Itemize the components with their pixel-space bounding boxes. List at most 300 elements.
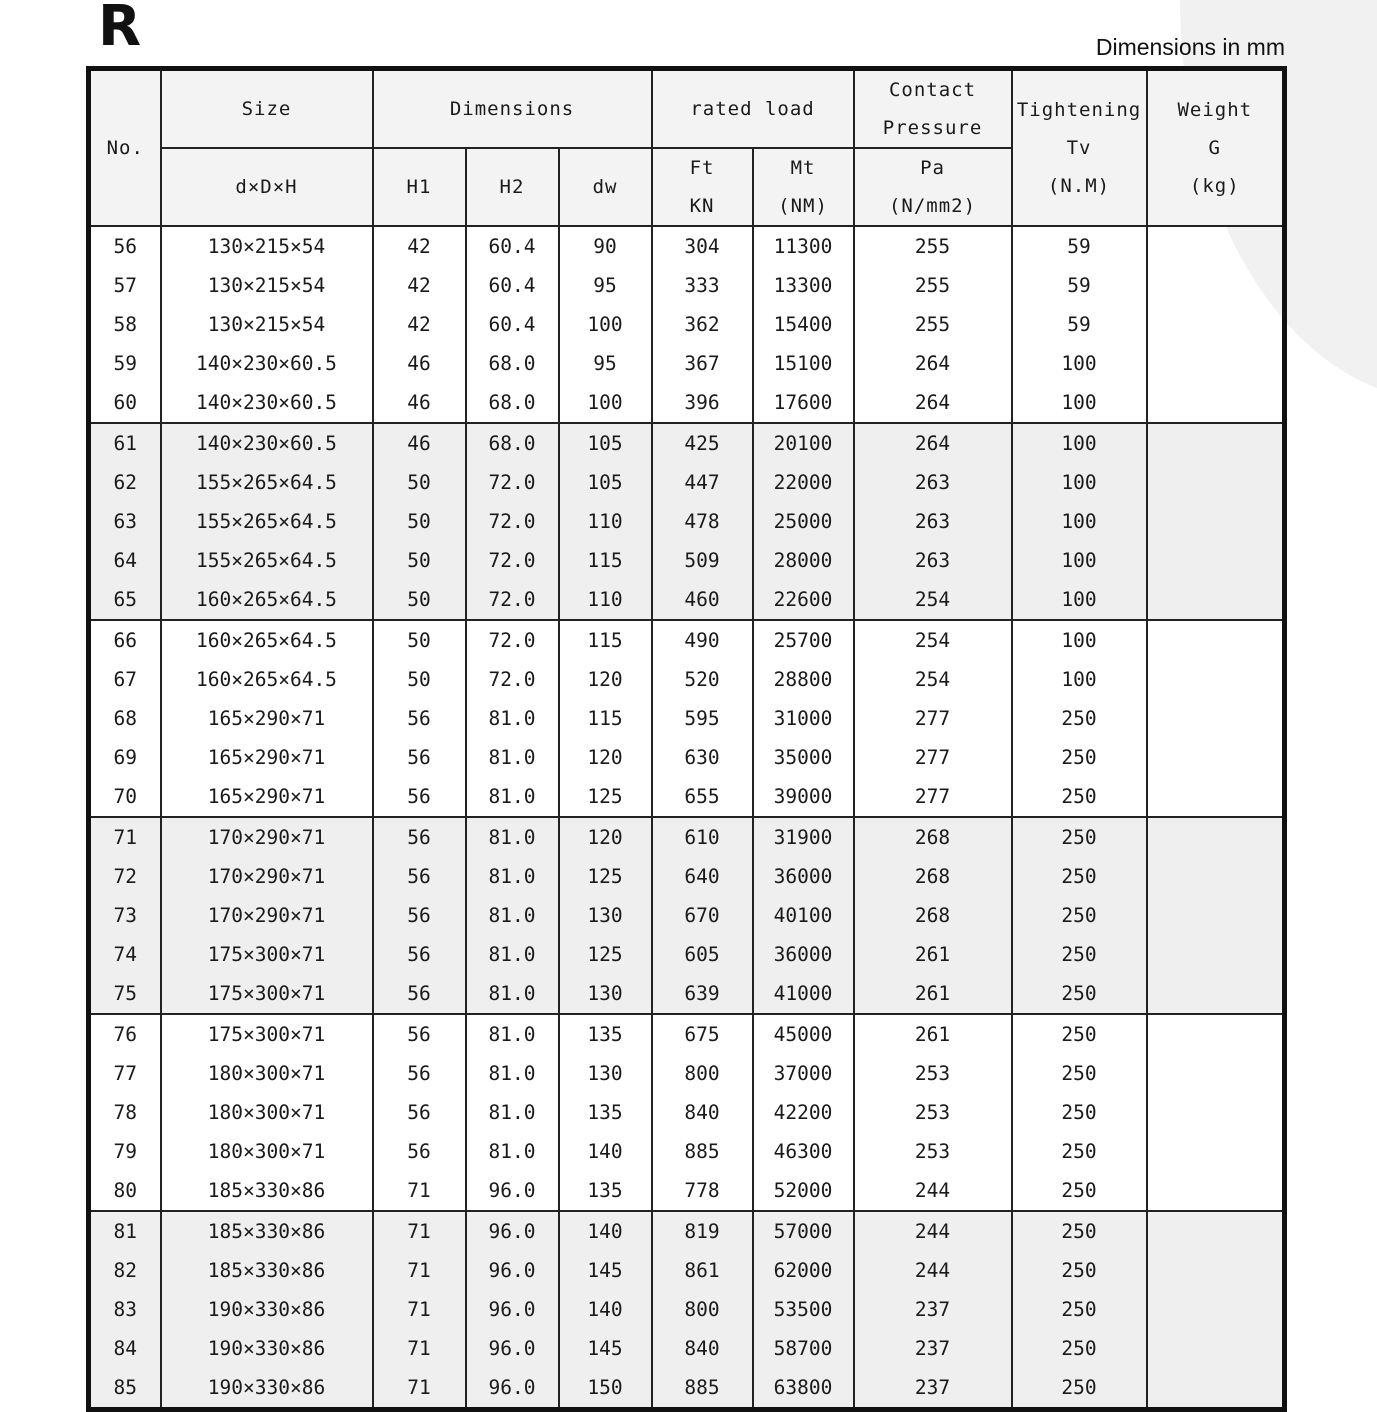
table-row [89,1329,1285,1368]
cell-weight [1147,580,1285,620]
cell-ft: 840 [652,1329,753,1368]
cell-weight [1147,1171,1285,1211]
cell-mt: 13300 [753,266,854,305]
table-body [89,226,1285,1410]
table-row [89,463,1285,502]
cell-tv: 100 [1012,660,1147,699]
cell-mt: 22600 [753,580,854,620]
cell-size: 165×290×71 [161,738,373,777]
header-dimensions: Dimensions [373,69,652,149]
cell-mt: 41000 [753,974,854,1014]
cell-ft: 367 [652,344,753,383]
cell-tv: 250 [1012,699,1147,738]
cell-dw: 110 [559,580,652,620]
cell-mt: 25700 [753,620,854,660]
cell-mt: 52000 [753,1171,854,1211]
cell-h2: 81.0 [466,777,559,817]
cell-h2: 81.0 [466,857,559,896]
cell-dw: 100 [559,383,652,423]
cell-dw: 115 [559,620,652,660]
cell-tv: 250 [1012,1251,1147,1290]
cell-dw: 145 [559,1329,652,1368]
header-size-sub: d×D×H [161,148,373,226]
cell-dw: 105 [559,463,652,502]
cell-no: 74 [89,935,161,974]
cell-weight [1147,1014,1285,1054]
cell-pa: 255 [854,226,1012,266]
header-mt-label: Mt [790,157,816,179]
cell-weight [1147,383,1285,423]
cell-tv: 59 [1012,266,1147,305]
cell-h2: 81.0 [466,935,559,974]
cell-h2: 72.0 [466,463,559,502]
cell-h1: 56 [373,857,466,896]
table-row [89,1132,1285,1171]
cell-tv: 250 [1012,1054,1147,1093]
cell-tv: 250 [1012,1211,1147,1251]
cell-ft: 819 [652,1211,753,1251]
cell-mt: 40100 [753,896,854,935]
cell-ft: 655 [652,777,753,817]
cell-size: 190×330×86 [161,1290,373,1329]
cell-dw: 130 [559,1054,652,1093]
cell-h2: 60.4 [466,226,559,266]
header-tv-unit: (N.M) [1047,175,1111,197]
cell-dw: 150 [559,1368,652,1410]
cell-h1: 56 [373,699,466,738]
cell-ft: 425 [652,423,753,463]
cell-h2: 96.0 [466,1171,559,1211]
table-row [89,1211,1285,1251]
header-rated-load: rated load [652,69,854,149]
cell-size: 140×230×60.5 [161,423,373,463]
cell-no: 76 [113,1023,137,1046]
cell-mt: 63800 [753,1368,854,1410]
cell-ft: 396 [652,383,753,423]
cell-h1: 56 [373,1054,466,1093]
table-row [89,896,1285,935]
cell-no: 84 [89,1329,161,1368]
cell-h1: 50 [373,502,466,541]
cell-h1: 56 [373,738,466,777]
cell-size: 185×330×86 [161,1211,373,1251]
header-weight [1147,69,1285,227]
cell-h1: 71 [373,1329,466,1368]
cell-weight [1147,1093,1285,1132]
cell-dw: 140 [559,1290,652,1329]
cell-h1: 42 [373,305,466,344]
cell-size: 175×300×71 [161,935,373,974]
cell-mt: 45000 [753,1014,854,1054]
cell-h1: 71 [373,1211,466,1251]
cell-h1: 56 [373,817,466,857]
cell-weight [1147,738,1285,777]
cell-mt: 11300 [753,226,854,266]
header-dw: dw [559,148,652,226]
cell-h2: 81.0 [466,817,559,857]
cell-weight [1147,974,1285,1014]
cell-h2: 81.0 [466,974,559,1014]
table-row [89,541,1285,580]
cell-no: 72 [89,857,161,896]
cell-mt: 35000 [753,738,854,777]
cell-h2: 81.0 [466,1054,559,1093]
cell-no: 61 [89,423,161,463]
cell-h2: 81.0 [466,1093,559,1132]
cell-dw: 135 [559,1093,652,1132]
cell-ft: 509 [652,541,753,580]
cell-no: 67 [113,668,137,691]
cell-ft: 675 [652,1014,753,1054]
header-contact-pressure [854,69,1012,149]
cell-h2: 60.4 [466,305,559,344]
cell-pa: 253 [854,1093,1012,1132]
table-row [89,1368,1285,1410]
cell-h1: 50 [373,660,466,699]
cell-dw: 125 [559,857,652,896]
cell-no: 69 [113,746,137,769]
cell-size: 130×215×54 [161,266,373,305]
cell-size: 155×265×64.5 [161,541,373,580]
cell-size: 170×290×71 [161,896,373,935]
cell-size: 165×290×71 [161,777,373,817]
cell-weight [1147,660,1285,699]
table-header [89,69,1285,227]
cell-pa: 244 [854,1211,1012,1251]
cell-h1: 71 [373,1171,466,1211]
header-pa [854,148,1012,226]
cell-dw: 95 [559,266,652,305]
cell-dw: 120 [559,738,652,777]
cell-h1: 46 [373,383,466,423]
cell-weight [1147,463,1285,502]
cell-h2: 60.4 [466,266,559,305]
header-size: Size [161,69,373,149]
cell-dw: 135 [559,1014,652,1054]
table-row [89,1251,1285,1290]
header-g: G [1208,137,1221,159]
cell-pa: 277 [854,777,1012,817]
cell-size: 180×300×71 [161,1054,373,1093]
cell-ft: 630 [652,738,753,777]
cell-h1: 50 [373,620,466,660]
cell-weight [1147,344,1285,383]
cell-ft: 640 [652,857,753,896]
cell-tv: 250 [1012,1368,1147,1410]
header-tightening [1012,69,1147,227]
cell-no: 66 [113,629,137,652]
cell-h2: 81.0 [466,699,559,738]
cell-mt: 62000 [753,1251,854,1290]
cell-pa: 255 [854,305,1012,344]
cell-tv: 250 [1012,817,1147,857]
cell-h1: 56 [373,777,466,817]
cell-weight [1147,817,1285,857]
cell-dw: 120 [559,660,652,699]
cell-size: 175×300×71 [161,1014,373,1054]
table-row [89,1290,1285,1329]
cell-mt: 15100 [753,344,854,383]
table-row [89,857,1285,896]
cell-ft: 800 [652,1054,753,1093]
cell-mt: 58700 [753,1329,854,1368]
cell-ft: 447 [652,463,753,502]
cell-pa: 244 [854,1251,1012,1290]
cell-weight [1147,1132,1285,1171]
cell-mt: 28800 [753,660,854,699]
cell-tv: 250 [1012,777,1147,817]
cell-pa: 255 [854,266,1012,305]
cell-size: 175×300×71 [161,974,373,1014]
cell-mt: 36000 [753,935,854,974]
cell-pa: 268 [854,896,1012,935]
cell-pa: 263 [854,463,1012,502]
cell-no: 85 [89,1368,161,1410]
cell-size: 170×290×71 [161,817,373,857]
cell-tv: 250 [1012,1132,1147,1171]
cell-tv: 250 [1012,935,1147,974]
cell-dw: 120 [559,817,652,857]
cell-no: 59 [113,352,137,375]
header-ft [652,148,753,226]
cell-size: 160×265×64.5 [161,580,373,620]
cell-tv: 250 [1012,1329,1147,1368]
table-row [89,738,1285,777]
cell-pa: 244 [854,1171,1012,1211]
cell-tv: 250 [1012,1290,1147,1329]
cell-size: 180×300×71 [161,1132,373,1171]
cell-mt: 53500 [753,1290,854,1329]
spec-table [86,66,1287,1412]
cell-h2: 96.0 [466,1290,559,1329]
cell-no: 62 [89,463,161,502]
cell-weight [1147,1290,1285,1329]
cell-pa: 253 [854,1132,1012,1171]
cell-no: 56 [113,235,137,258]
header-contact-line1: Contact [888,79,977,101]
cell-weight [1147,266,1285,305]
cell-tv: 250 [1012,1171,1147,1211]
cell-mt: 42200 [753,1093,854,1132]
cell-dw: 140 [559,1211,652,1251]
cell-h2: 81.0 [466,1132,559,1171]
cell-tv: 250 [1012,1093,1147,1132]
cell-ft: 333 [652,266,753,305]
cell-weight [1147,305,1285,344]
cell-no: 73 [89,896,161,935]
table-row [89,423,1285,463]
cell-no: 75 [89,974,161,1014]
cell-no: 80 [89,1171,161,1211]
cell-mt: 37000 [753,1054,854,1093]
cell-pa: 261 [854,935,1012,974]
cell-tv: 250 [1012,974,1147,1014]
table-row [89,305,1285,344]
cell-no: 79 [113,1140,137,1163]
cell-ft: 800 [652,1290,753,1329]
cell-weight [1147,1054,1285,1093]
cell-h1: 56 [373,1132,466,1171]
cell-h1: 71 [373,1251,466,1290]
cell-pa: 268 [854,817,1012,857]
cell-mt: 22000 [753,463,854,502]
cell-ft: 460 [652,580,753,620]
cell-pa: 261 [854,974,1012,1014]
table-row [89,266,1285,305]
cell-dw: 110 [559,502,652,541]
cell-size: 130×215×54 [161,226,373,266]
cell-no: 78 [113,1101,137,1124]
cell-mt: 15400 [753,305,854,344]
cell-mt: 46300 [753,1132,854,1171]
cell-h1: 71 [373,1290,466,1329]
cell-h2: 72.0 [466,541,559,580]
cell-ft: 304 [652,226,753,266]
cell-tv: 100 [1012,383,1147,423]
cell-tv: 100 [1012,502,1147,541]
cell-h1: 50 [373,541,466,580]
cell-ft: 885 [652,1132,753,1171]
cell-pa: 237 [854,1290,1012,1329]
cell-mt: 25000 [753,502,854,541]
cell-dw: 135 [559,1171,652,1211]
cell-pa: 237 [854,1368,1012,1410]
cell-dw: 125 [559,777,652,817]
cell-h1: 50 [373,580,466,620]
header-tightening-label: Tightening [1016,99,1142,121]
header-pa-label: Pa [920,157,945,179]
cell-no: 64 [89,541,161,580]
cell-weight [1147,620,1285,660]
cell-ft: 520 [652,660,753,699]
cell-pa: 237 [854,1329,1012,1368]
table-row [89,226,1285,266]
cell-size: 185×330×86 [161,1171,373,1211]
cell-h2: 81.0 [466,1014,559,1054]
cell-h2: 96.0 [466,1211,559,1251]
cell-h1: 56 [373,1093,466,1132]
header-mt-unit: (NM) [778,195,828,217]
cell-weight [1147,1329,1285,1368]
header-no: No. [89,69,161,227]
cell-weight [1147,1368,1285,1410]
cell-weight [1147,1211,1285,1251]
cell-ft: 605 [652,935,753,974]
section-logo: R [98,0,142,59]
cell-h2: 72.0 [466,620,559,660]
cell-dw: 115 [559,541,652,580]
cell-h1: 46 [373,344,466,383]
cell-size: 180×300×71 [161,1093,373,1132]
cell-size: 190×330×86 [161,1368,373,1410]
table-row [89,817,1285,857]
cell-pa: 264 [854,383,1012,423]
cell-size: 185×330×86 [161,1251,373,1290]
cell-tv: 100 [1012,620,1147,660]
cell-h1: 56 [373,974,466,1014]
cell-h2: 72.0 [466,580,559,620]
cell-weight [1147,502,1285,541]
units-note: Dimensions in mm [1095,34,1285,60]
cell-pa: 254 [854,660,1012,699]
cell-no: 57 [113,274,137,297]
cell-size: 155×265×64.5 [161,502,373,541]
cell-no: 68 [113,707,137,730]
cell-tv: 100 [1012,580,1147,620]
cell-pa: 277 [854,699,1012,738]
cell-ft: 610 [652,817,753,857]
cell-ft: 478 [652,502,753,541]
header-g-unit: (kg) [1189,175,1240,197]
cell-h2: 96.0 [466,1329,559,1368]
cell-h1: 71 [373,1368,466,1410]
cell-mt: 57000 [753,1211,854,1251]
cell-h2: 81.0 [466,896,559,935]
cell-pa: 263 [854,541,1012,580]
header-tv: Tv [1066,137,1092,159]
cell-mt: 17600 [753,383,854,423]
cell-weight [1147,226,1285,266]
cell-h1: 56 [373,1014,466,1054]
table-row [89,935,1285,974]
cell-pa: 264 [854,423,1012,463]
cell-weight [1147,699,1285,738]
cell-ft: 639 [652,974,753,1014]
cell-ft: 362 [652,305,753,344]
cell-tv: 100 [1012,344,1147,383]
cell-ft: 840 [652,1093,753,1132]
cell-no: 83 [89,1290,161,1329]
cell-tv: 250 [1012,857,1147,896]
cell-no: 70 [89,777,161,817]
cell-no: 77 [113,1062,137,1085]
cell-h2: 68.0 [466,423,559,463]
header-contact-line2: Pressure [882,117,983,139]
cell-no: 81 [89,1211,161,1251]
cell-h2: 68.0 [466,344,559,383]
cell-weight [1147,777,1285,817]
cell-weight [1147,1251,1285,1290]
cell-h2: 96.0 [466,1251,559,1290]
cell-size: 160×265×64.5 [161,660,373,699]
cell-size: 165×290×71 [161,699,373,738]
cell-tv: 250 [1012,738,1147,777]
cell-h1: 56 [373,896,466,935]
cell-weight [1147,935,1285,974]
table-row [89,1171,1285,1211]
cell-h1: 56 [373,935,466,974]
cell-pa: 254 [854,620,1012,660]
cell-weight [1147,857,1285,896]
cell-h1: 42 [373,226,466,266]
cell-h1: 50 [373,463,466,502]
cell-h2: 81.0 [466,738,559,777]
cell-tv: 100 [1012,541,1147,580]
cell-mt: 20100 [753,423,854,463]
cell-pa: 263 [854,502,1012,541]
cell-tv: 250 [1012,1014,1147,1054]
cell-dw: 105 [559,423,652,463]
table-row [89,344,1285,383]
cell-no: 60 [89,383,161,423]
cell-tv: 59 [1012,226,1147,266]
cell-weight [1147,896,1285,935]
table-row [89,1093,1285,1132]
cell-mt: 36000 [753,857,854,896]
cell-size: 140×230×60.5 [161,344,373,383]
table-row [89,1054,1285,1093]
cell-no: 63 [89,502,161,541]
